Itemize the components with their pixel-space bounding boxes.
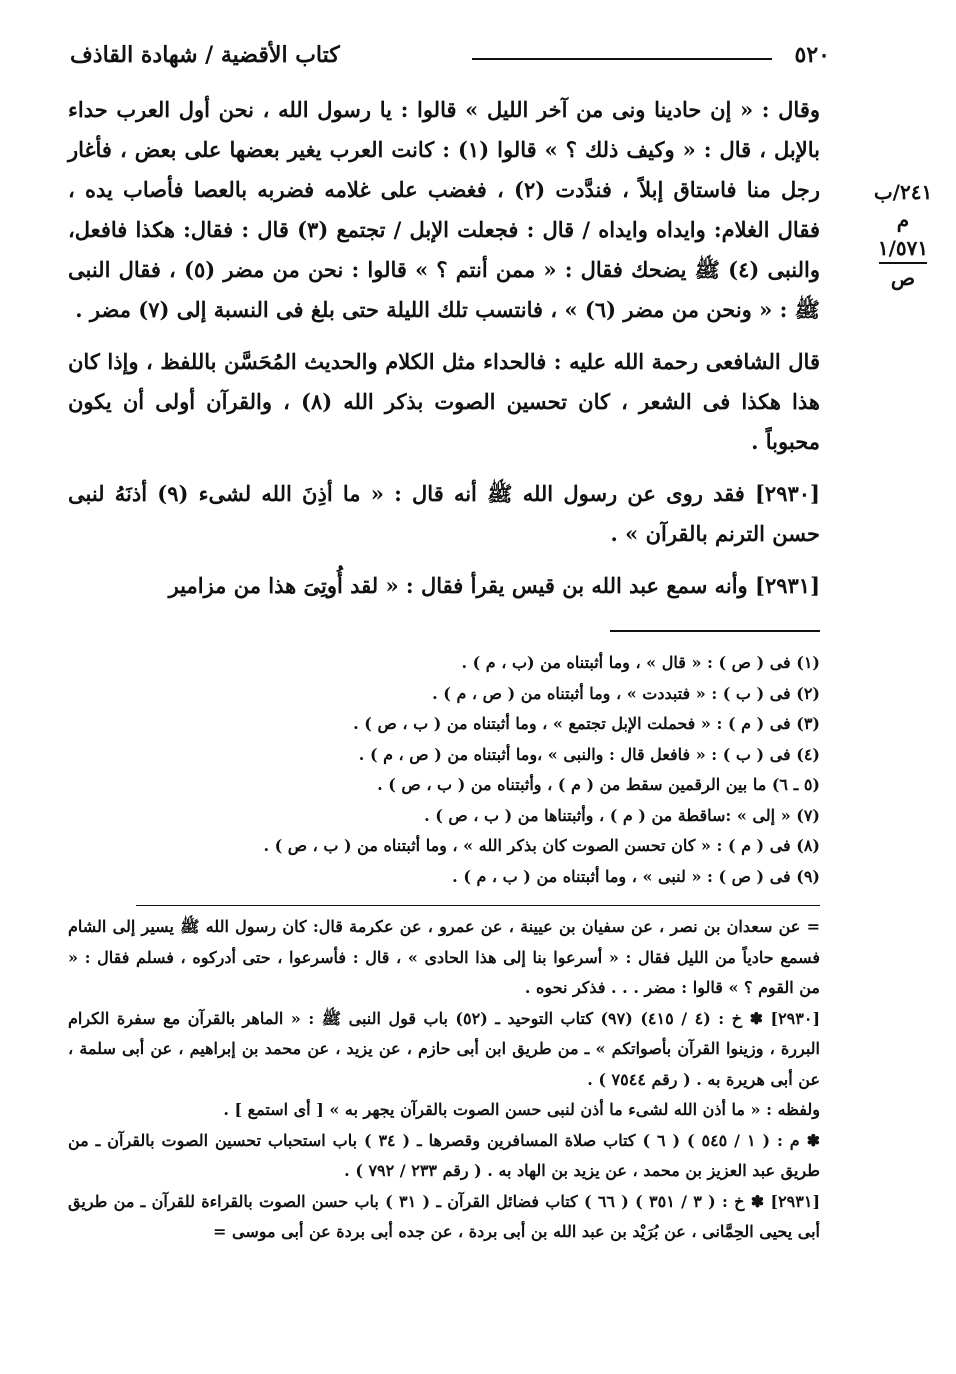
- footnote: (٣) فى ( م ) : « فحملت الإبل تجتمع » ، وما أثبتناه من ( ب ، ص ) .: [353, 714, 820, 733]
- paragraph-2: قال الشافعى رحمة الله عليه : فالحداء مثل الكلام والحديث المُحَسَّن باللفظ ، وإذا كان هذا هكذا فى الشعر ، كان تحسين الصوت بذكر الله (٨) ، والقرآن أولى أن يكون محبوباً .: [68, 349, 820, 454]
- margin-ref-m-page: ١/٥٧١: [877, 236, 929, 260]
- page-header: [70, 40, 830, 80]
- footnote: (٢) فى ( ب ) : « فتبددت » ، وما أثبتناه من ( ص ، م ) .: [432, 683, 820, 703]
- margin-ref-b: ٢٤١/ب: [873, 180, 933, 204]
- header-rule: [472, 58, 772, 60]
- margin-ref-m: م: [896, 208, 910, 232]
- paragraph-4: [٢٩٣١] وأنه سمع عبد الله بن قيس يقرأ فقال : « لقد أُوتِىَ هذا من مزامير: [168, 573, 820, 598]
- footnotes: [110, 648, 820, 892]
- paragraph-1: وقال : « إن حادينا ونى من آخر الليل » قالوا : يا رسول الله ، نحن أول العرب حداء بالإبل ، قال : « وكيف ذلك ؟ » قالوا (١) : كانت العرب يغير بعضها على بعض ، فأغار رجل منا فاستاق إبلاً ، فندَّدت (٢) ، فغضب على غلامه فضربه بالعصا فأصاب يده ، فقال الغلام: وايداه وايداه / قال : فجعلت الإبل / تجتمع (٣) قال : فقال: هكذا فافعل، والنبى (٤) ﷺ يضحك فقال : « ممن أنتم ؟ » قالوا : نحن من مضر (٥) ، فقال النبى ﷺ : « ونحن من مضر (٦) » ، فانتسب تلك الليلة حتى بلغ فى النسبة إلى (٧) مضر .: [68, 97, 820, 322]
- reference-2930-muslim: ✽ م : ( ١ / ٥٤٥ ) ( ٦ ) كتاب صلاة المسافرين وقصرها ـ ( ٣٤ ) باب استحباب تحسين الصوت بالقرآن ـ من طريق عبد العزيز بن محمد ، عن يزيد بن الهاد به . ( رقم ٢٣٣ / ٧٩٢ ) .: [68, 1130, 821, 1180]
- footnote: (٤) فى ( ب ) : « فافعل قال : والنبى » ،وما أثبتناه من ( ص ، م ) .: [358, 744, 820, 764]
- manuscript-margin-refs: [868, 178, 938, 292]
- reference-2930-wording: ولفظه : « ما أذن الله لشىء ما أذن لنبى حسن الصوت بالقرآن يجهر به » [ أى استمع ] .: [223, 1100, 820, 1119]
- footnote: (٩) فى ( ص ) : « لنبى » ، وما أثبتناه من ( ب ، م ) .: [452, 866, 820, 886]
- footnote: (٥ ـ ٦) ما بين الرقمين سقط من ( م ) ، وأثبتناه من ( ب ، ص ) .: [377, 775, 820, 794]
- reference-continued: = عن سعدان بن نصر ، عن سفيان بن عيينة ، عن عمرو ، عن عكرمة قال: كان رسول الله ﷺ يسير إلى الشام فسمع حادياً من الليل فقال : « أسرعوا بنا إلى هذا الحادى » ، قال : فأسرعوا ، حتى أدركوه ، فسلم فقال : « من القوم ؟ » قالوا : مضر . . . فذكر نحوه .: [68, 917, 820, 997]
- footnote: (١) فى ( ص ) : « قال » ، وما أثبتناه من (ب ، م ) .: [461, 653, 820, 672]
- footnote: (٧) « إلى » :ساقطة من ( م ) ، وأثبتناها من ( ب ، ص ) .: [424, 805, 820, 825]
- page-number: ٥٢٠: [794, 42, 830, 68]
- running-title: كتاب الأقضية / شهادة القاذف: [70, 42, 340, 68]
- hadith-references: [68, 912, 820, 1248]
- paragraph-3: [٢٩٣٠] فقد روى عن رسول الله ﷺ أنه قال : « ما أذِنَ الله لشىء (٩) أذنَهُ لنبى حسن الترنم بالقرآن » .: [68, 481, 820, 546]
- references-rule: [136, 905, 820, 906]
- main-text: [68, 90, 820, 618]
- margin-ref-s: ص: [890, 266, 916, 290]
- reference-2931: [٢٩٣١] ✽ خ : ( ٣ / ٣٥١ ) ( ٦٦ ) كتاب فضائل القرآن ـ ( ٣١ ) باب حسن الصوت بالقراءة للقرآن ـ من طريق أبى يحيى الحِمَّانى ، عن بُرَيْد بن عبد الله بن أبى بردة ، عن جده أبى بردة عن أبى موسى =: [68, 1191, 821, 1241]
- footnote-rule: [610, 630, 820, 632]
- footnote: (٨) فى ( م ) : « كان تحسن الصوت كان بذكر الله » ، وما أثبتناه من ( ب ، ص ) .: [263, 836, 820, 855]
- reference-2930: [٢٩٣٠] ✽ خ : (٤ / ٤١٥) (٩٧) كتاب التوحيد ـ (٥٢) باب قول النبى ﷺ : « الماهر بالقرآن مع سفرة الكرام البررة ، وزينوا القرآن بأصواتكم » ـ من طريق ابن أبى حازم ، عن يزيد ، عن محمد بن إبراهيم ، عن أبى سلمة ، عن أبى هريرة به . ( رقم ٧٥٤٤ ) .: [68, 1008, 821, 1089]
